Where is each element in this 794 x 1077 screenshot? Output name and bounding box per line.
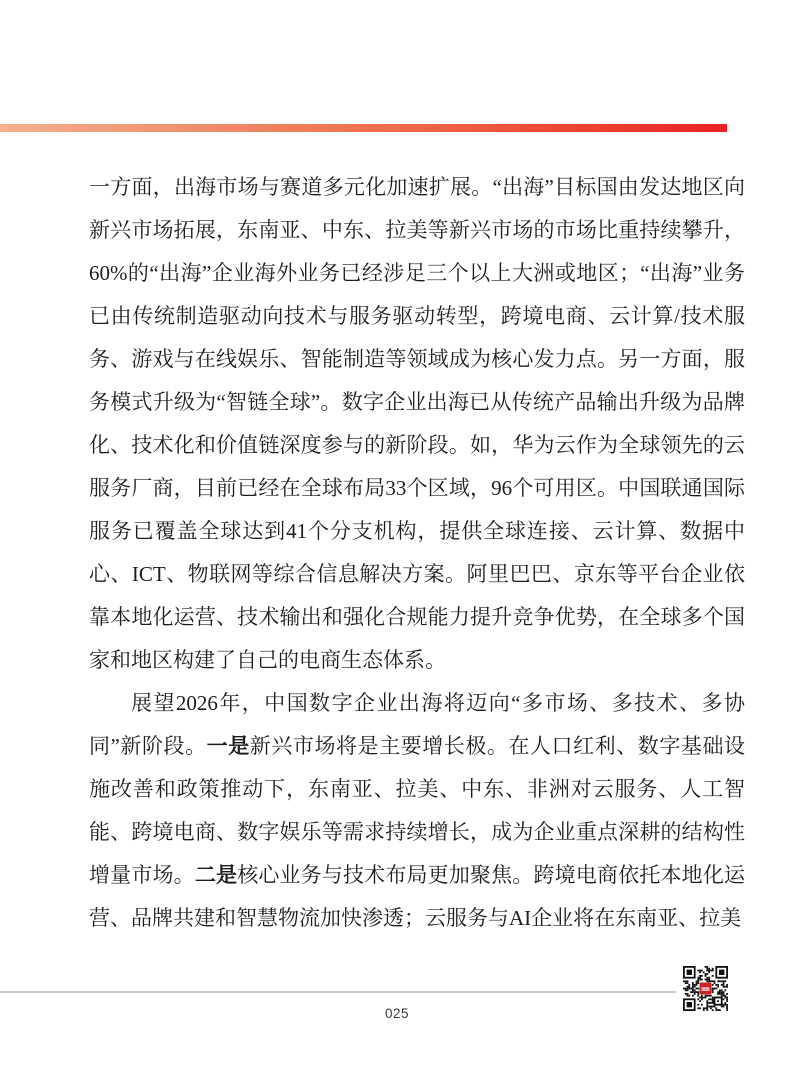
page-number: 025 <box>384 1006 410 1021</box>
paragraph <box>89 682 745 940</box>
emphasis-text: 一是 <box>206 734 250 758</box>
footer-divider <box>0 991 676 993</box>
qr-code-icon <box>683 966 728 1011</box>
emphasis-text: 二是 <box>194 863 238 887</box>
body-text: 新兴市场将是主要增长极。在人口红利、数字基础设施改善和政策推动下，东南亚、拉美、中东、非洲对云服务、人工智能、跨境电商、数字娱乐等需求持续增长，成为企业重点深耕的结构性增量市场。 <box>89 734 746 887</box>
accent-bar <box>0 124 727 132</box>
body-text: 展望2026年，中国数字企业出海将迈向“多市场、多技术、多协同”新阶段。 <box>89 691 745 758</box>
body-text: 一方面，出海市场与赛道多元化加速扩展。“出海”目标国由发达地区向新兴市场拓展，东南亚、中东、拉美等新兴市场的市场比重持续攀升，60%的“出海”企业海外业务已经涉足三个以上大洲或地区；“出海”业务已由传统制造驱动向技术与服务驱动转型，跨境电商、云计算/技术服务、游戏与在线娱乐、智能制造等领域成为核心发力点。另一方面，服务模式升级为“智链全球”。数字企业出海已从传统产品输出升级为品牌化、技术化和价值链深度参与的新阶段。如，华为云作为全球领先的云服务厂商，目前已经在全球布局33个区域，96个可用区。中国联通国际服务已覆盖全球达到41个分支机构，提供全球连接、云计算、数据中心、ICT、物联网等综合信息解决方案。阿里巴巴、京东等平台企业依靠本地化运营、技术输出和强化合规能力提升竞争优势，在全球多个国家和地区构建了自己的电商生态体系。 <box>89 175 745 672</box>
page-body <box>89 166 745 940</box>
paragraph <box>89 166 745 682</box>
body-text: 核心业务与技术布局更加聚焦。跨境电商依托本地化运营、品牌共建和智慧物流加快渗透；云服务与AI企业将在东南亚、拉美 <box>89 863 746 930</box>
